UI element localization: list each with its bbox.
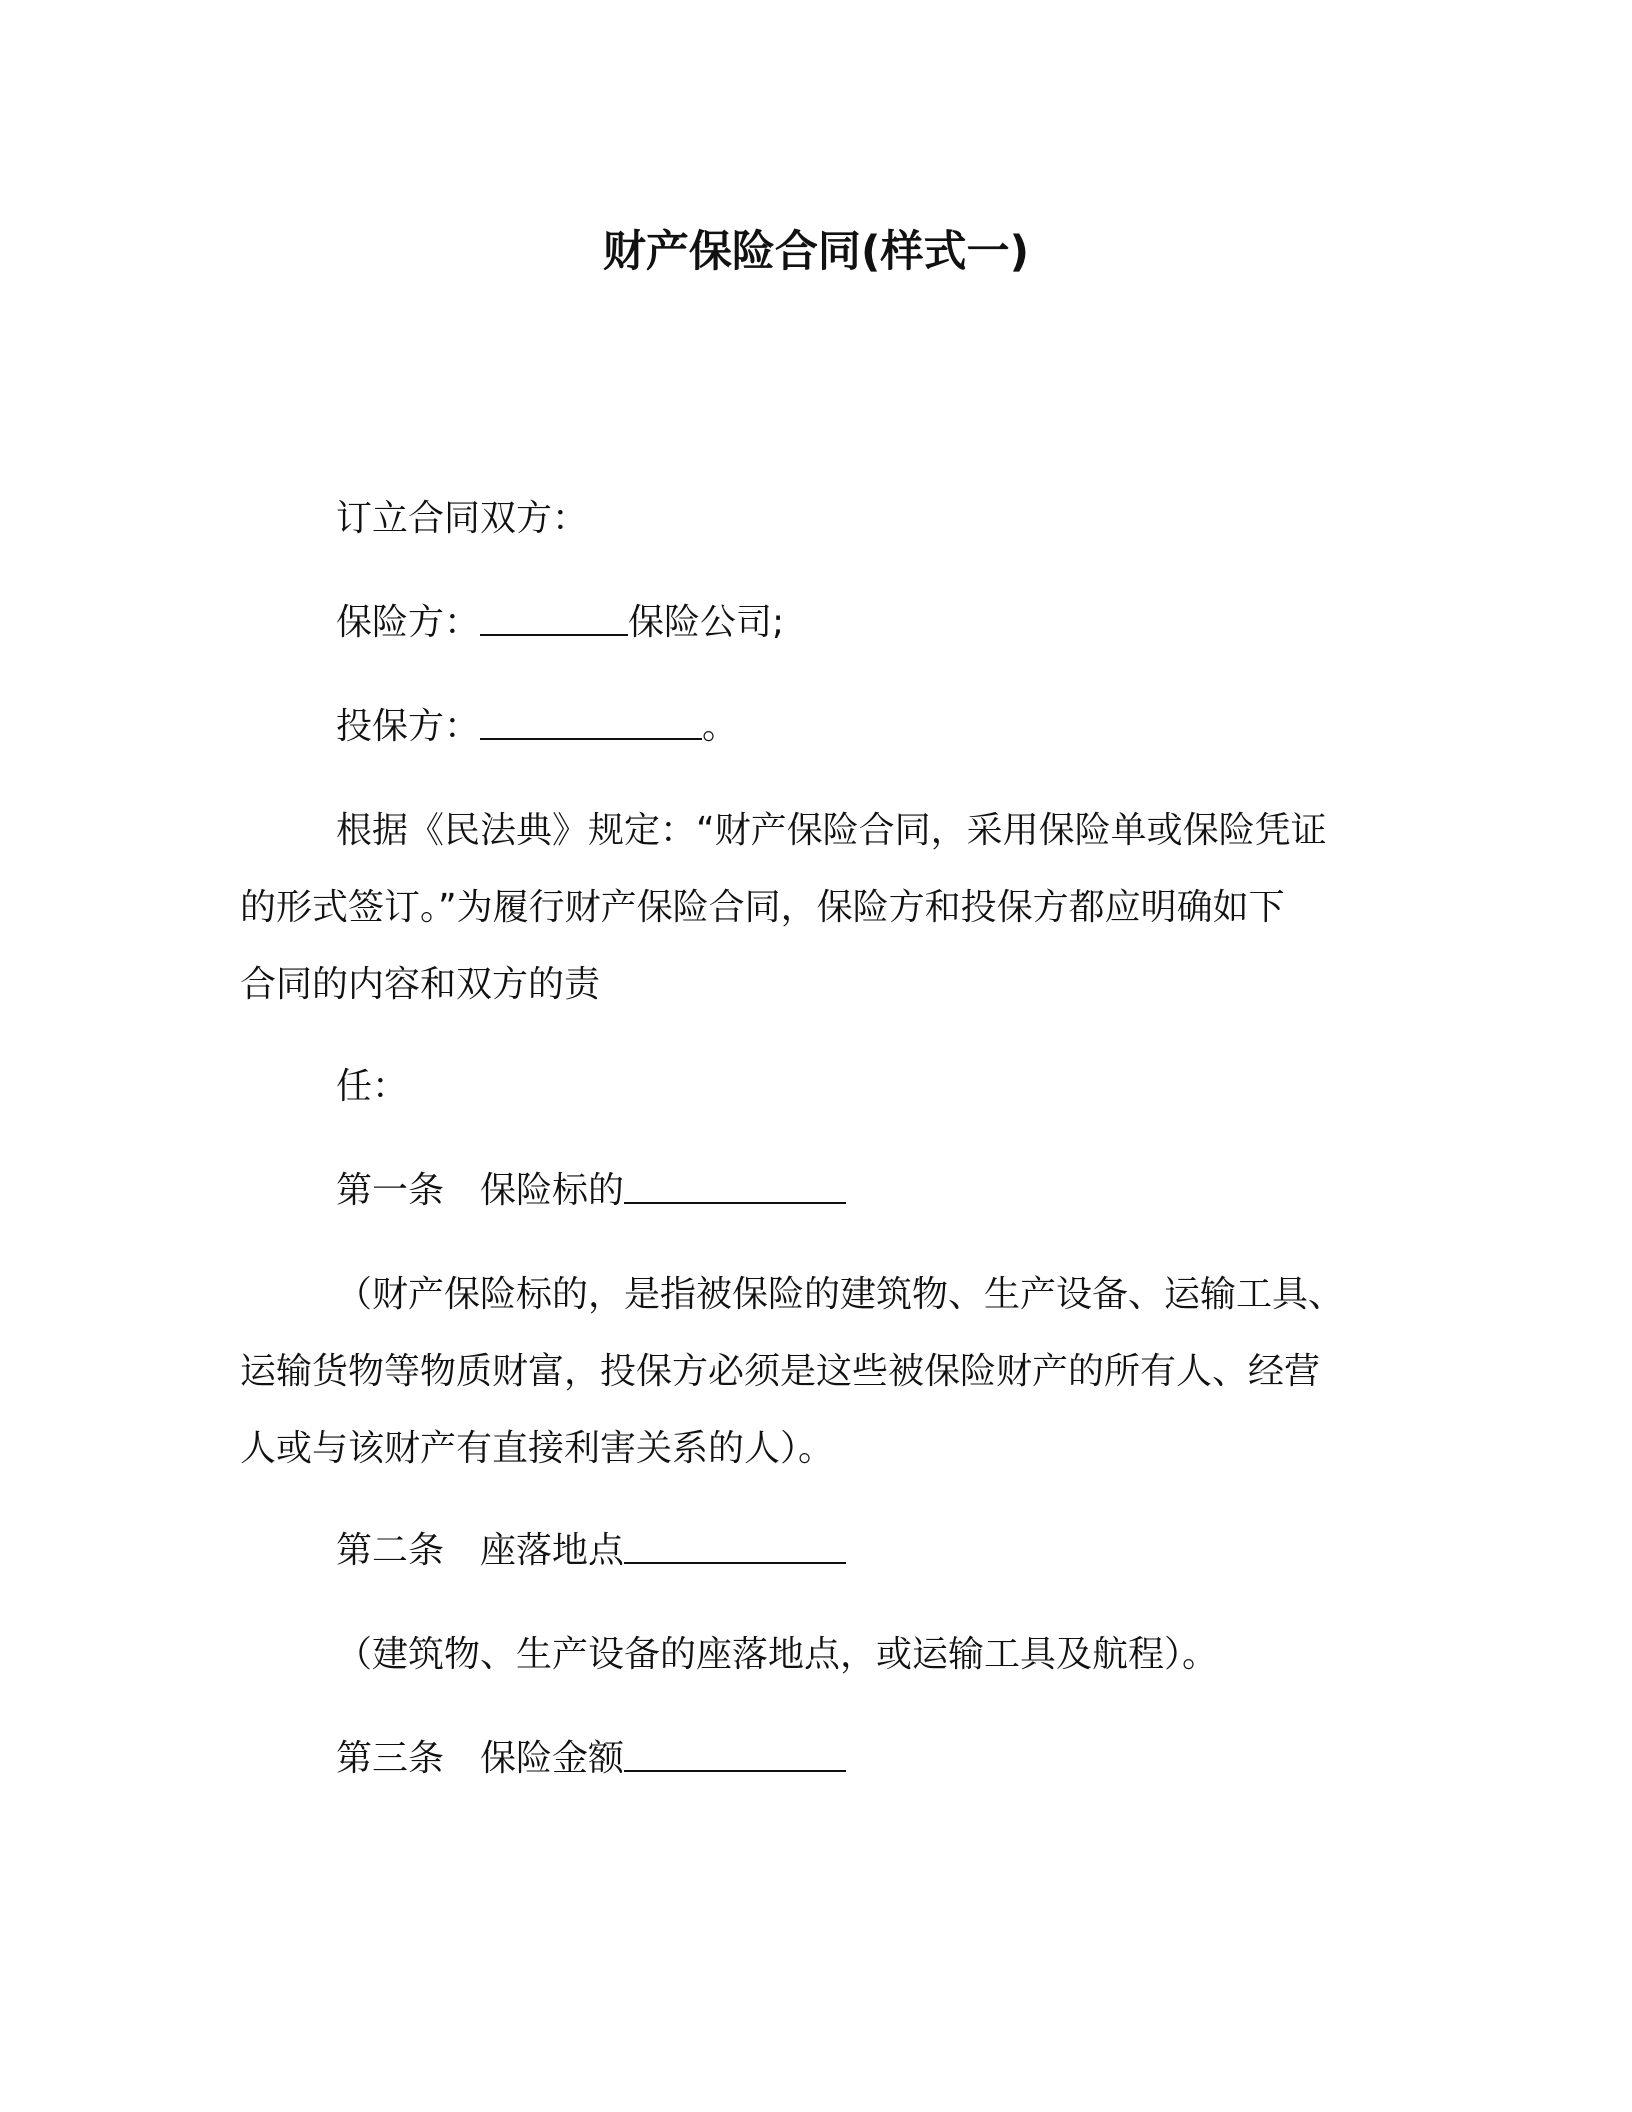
article-3-title: 保险金额 xyxy=(480,1738,625,1779)
insured-line xyxy=(336,702,738,752)
insured-blank xyxy=(480,737,702,740)
insurer-line xyxy=(336,598,784,648)
article-1-note xyxy=(240,1256,1380,1487)
parties-heading: 订立合同双方： xyxy=(336,498,589,539)
basis-tail: 任： xyxy=(336,1066,409,1107)
article-1-note-line-2: 运输货物等物质财富，投保方必须是这些被保险财产的所有人、经营 xyxy=(240,1351,1321,1392)
article-2-heading xyxy=(336,1526,846,1576)
basis-line-3: 合同的内容和双方的责 xyxy=(240,964,601,1005)
insurer-label: 保险方： xyxy=(336,602,481,643)
insurer-blank xyxy=(480,633,628,636)
article-1-heading xyxy=(336,1166,846,1216)
article-1-note-line-1: （财产保险标的，是指被保险的建筑物、生产设备、运输工具、 xyxy=(336,1274,1345,1315)
insurer-suffix: 保险公司; xyxy=(628,602,785,643)
document-title: 财产保险合同(样式一) xyxy=(602,227,1030,277)
basis-line-1: 根据《民法典》规定：“财产保险合同，采用保险单或保险凭证 xyxy=(336,810,1327,851)
article-1-label: 第一条 xyxy=(336,1170,445,1211)
article-2-blank xyxy=(624,1561,846,1564)
insured-label: 投保方： xyxy=(336,706,481,747)
insured-suffix: 。 xyxy=(702,706,739,747)
article-2-label: 第二条 xyxy=(336,1530,445,1571)
article-3-heading xyxy=(336,1734,846,1784)
article-2-note: （建筑物、生产设备的座落地点，或运输工具及航程）。 xyxy=(336,1634,1219,1675)
article-1-blank xyxy=(624,1201,846,1204)
basis-line-2: 的形式签订。”为履行财产保险合同，保险方和投保方都应明确如下 xyxy=(240,887,1285,928)
article-3-label: 第三条 xyxy=(336,1738,445,1779)
article-1-title: 保险标的 xyxy=(480,1170,625,1211)
article-1-note-line-3: 人或与该财产有直接利害关系的人）。 xyxy=(240,1428,835,1469)
basis-paragraph xyxy=(240,792,1380,1023)
article-2-title: 座落地点 xyxy=(480,1530,625,1571)
article-3-blank xyxy=(624,1769,846,1772)
